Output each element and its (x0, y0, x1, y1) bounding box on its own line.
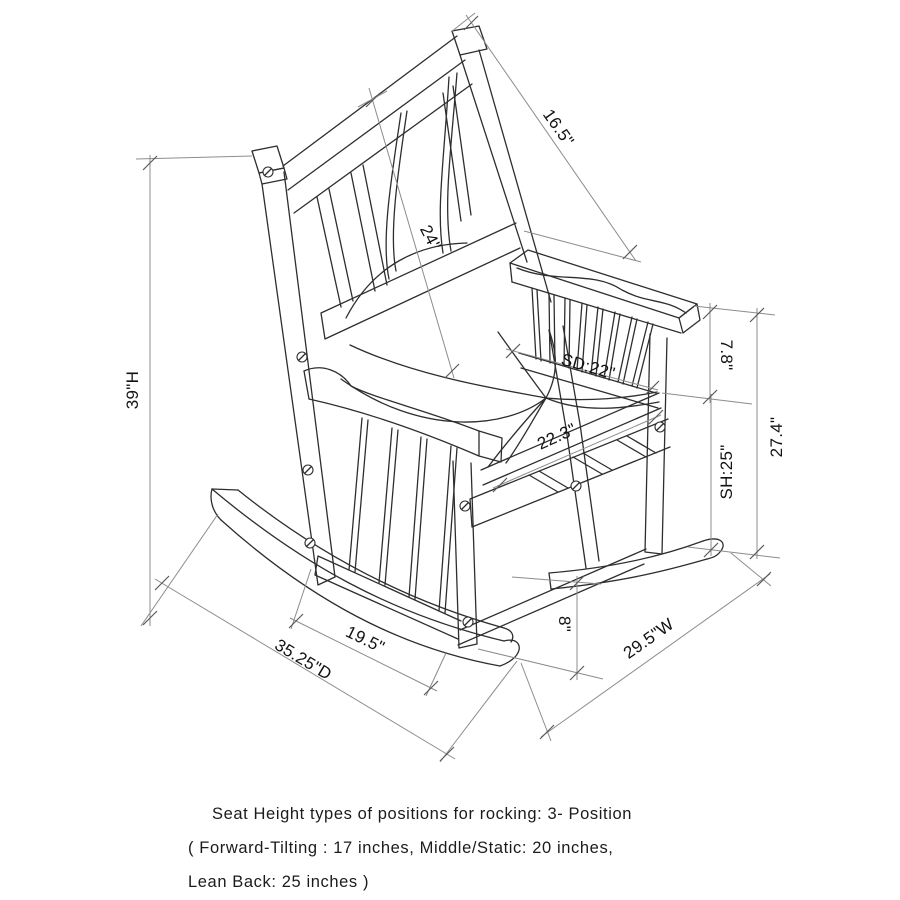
dim-label-rocker-rise: 8" (555, 615, 574, 633)
dim-label-arm-to-seat: 7.8" (717, 339, 736, 371)
dim-label-seat-depth: SD:22" (559, 349, 618, 384)
caption-line-3: Lean Back: 25 inches ) (188, 873, 370, 891)
dim-label-arm-height: 27.4" (767, 416, 786, 458)
caption-line-2: ( Forward-Tilting : 17 inches, Middle/Static: 20 inches, (188, 839, 614, 857)
chair-right-arm (510, 250, 700, 554)
dim-label-seat-width: 22.3" (534, 419, 580, 454)
chair-left-arm (304, 368, 502, 648)
dim-label-back-height: 24" (416, 221, 445, 254)
dim-label-seat-height: SH:25" (717, 444, 736, 500)
dim-label-back-top: 16.5" (538, 105, 578, 150)
dimension-tick-marks (143, 16, 771, 761)
chair-front-shelf (458, 419, 670, 645)
dim-label-overall-depth: 35.25"D (271, 635, 336, 684)
dim-label-overall-height: 39"H (123, 370, 142, 410)
caption-text (188, 797, 768, 899)
dim-label-overall-width: 29.5"W (619, 614, 678, 663)
caption-line-1: Seat Height types of positions for rocking: 3- Position (212, 805, 633, 823)
dim-label-leg-span: 19.5" (342, 622, 388, 657)
